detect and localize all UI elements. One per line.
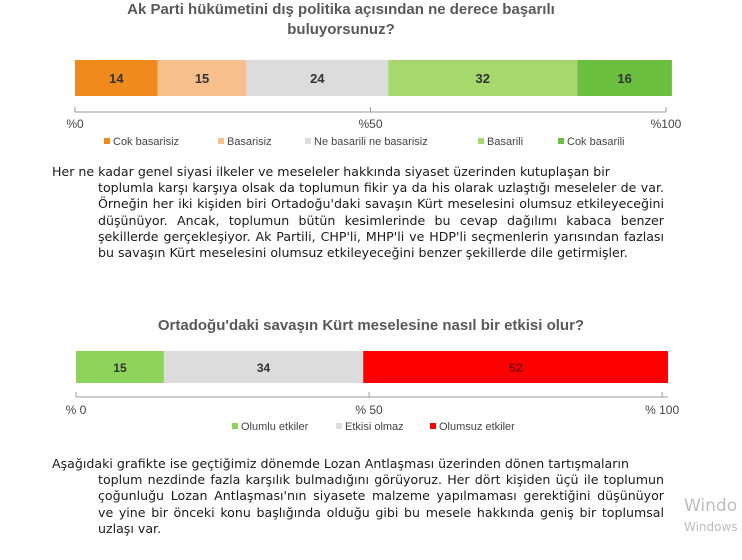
chart1-title-line1: Ak Parti hükümetini dış politika açısından ne derece başarılı xyxy=(127,1,555,18)
chart2-data-label-0: 15 xyxy=(113,361,127,375)
paragraph-2 xyxy=(52,456,664,537)
chart1-legend-swatch-1 xyxy=(218,138,224,144)
chart2-data-label-1: 34 xyxy=(256,361,271,375)
chart1-legend-label-2: Ne basarili ne basarisiz xyxy=(314,136,428,148)
chart1-legend-label-0: Cok basarisiz xyxy=(113,136,180,148)
windows-activation-watermark-line2: Windows xyxy=(684,520,738,534)
windows-activation-watermark-line1: Windo xyxy=(684,496,738,516)
chart2-legend-swatch-1 xyxy=(336,423,342,429)
chart2-legend-swatch-2 xyxy=(430,423,436,429)
paragraph-2-first-line: Aşağıdaki grafikte ise geçtiğimiz dönemde Lozan Antlaşması üzerinden dönen tartışmaların xyxy=(52,456,629,471)
chart1-legend-swatch-2 xyxy=(305,138,311,144)
chart2-tick-label-0: % 0 xyxy=(65,403,87,417)
chart2-legend-swatch-0 xyxy=(232,423,238,429)
chart2-data-label-2: 52 xyxy=(508,361,523,375)
chart2-tick-label-2: % 100 xyxy=(645,403,680,417)
chart1-tick-label-2: %100 xyxy=(650,117,682,131)
paragraph-1-first-line: Her ne kadar genel siyasi ilkeler ve meseleler hakkında siyaset üzerinden kutuplaşan bir xyxy=(52,164,610,179)
chart1-legend-swatch-4 xyxy=(558,138,564,144)
paragraph-2-body: toplum nezdinde fazla karşılık bulmadığını görüyoruz. Her dört kişiden üçü ile toplumun çoğunluğu Lozan Antlaşması'nın siyasete malzeme yapılmaması gerektiğini düşünüyor ve yine bir önceki konu başlığında olduğu gibi bu mesele hakkında geniş bir toplumsal uzlaşı var. xyxy=(98,472,664,536)
chart1-title xyxy=(0,0,712,40)
chart2-title-line1: Ortadoğu'daki savaşın Kürt meselesine nasıl bir etkisi olur? xyxy=(157,317,585,334)
chart1-legend-label-4: Cok basarili xyxy=(567,136,625,148)
chart1-title-line2: buluyorsunuz? xyxy=(287,21,395,38)
chart1-data-label-0: 14 xyxy=(109,71,124,86)
chart1-legend-label-3: Basarili xyxy=(487,136,524,148)
chart1-svg xyxy=(0,50,742,156)
chart2-legend-label-1: Etkisi olmaz xyxy=(345,421,404,433)
chart1-data-label-4: 16 xyxy=(617,71,632,86)
chart1-data-label-2: 24 xyxy=(310,71,325,86)
chart1-tick-label-1: %50 xyxy=(358,117,383,131)
chart1-tick-label-0: %0 xyxy=(66,117,84,131)
chart1-legend-swatch-3 xyxy=(478,138,484,144)
paragraph-1-body: toplumla karşı karşıya olsak da toplumun fikir ya da his olarak uzlaştığı meseleler de var. Örneğin her iki kişiden biri Ortadoğu'daki savaşın Kürt meselesini olumsuz etkileyeceğini düşünüyor. Ancak, toplumun bütün kesimlerinde bu cevap dağılımı kabaca benzer şekillerde gerçekleşiyor. Ak Partili, CHP'li, MHP'li ve HDP'li seçmenlerin yarısından fazlası bu savaşın Kürt meselesini olumsuz etkileyeceğini benzer şekillerde dile getirmişler. xyxy=(98,180,664,261)
chart1-legend-swatch-0 xyxy=(104,138,110,144)
chart1-legend-label-1: Basarisiz xyxy=(227,136,272,148)
chart1-data-label-3: 32 xyxy=(475,71,491,86)
chart2-svg xyxy=(0,344,742,440)
chart1-data-label-1: 15 xyxy=(194,71,210,86)
paragraph-1 xyxy=(52,164,664,261)
chart2-legend-label-2: Olumsuz etkiler xyxy=(439,421,515,433)
chart2-title xyxy=(0,316,742,336)
chart2-legend-label-0: Olumlu etkiler xyxy=(241,421,309,433)
chart2-tick-label-1: % 50 xyxy=(355,403,383,417)
